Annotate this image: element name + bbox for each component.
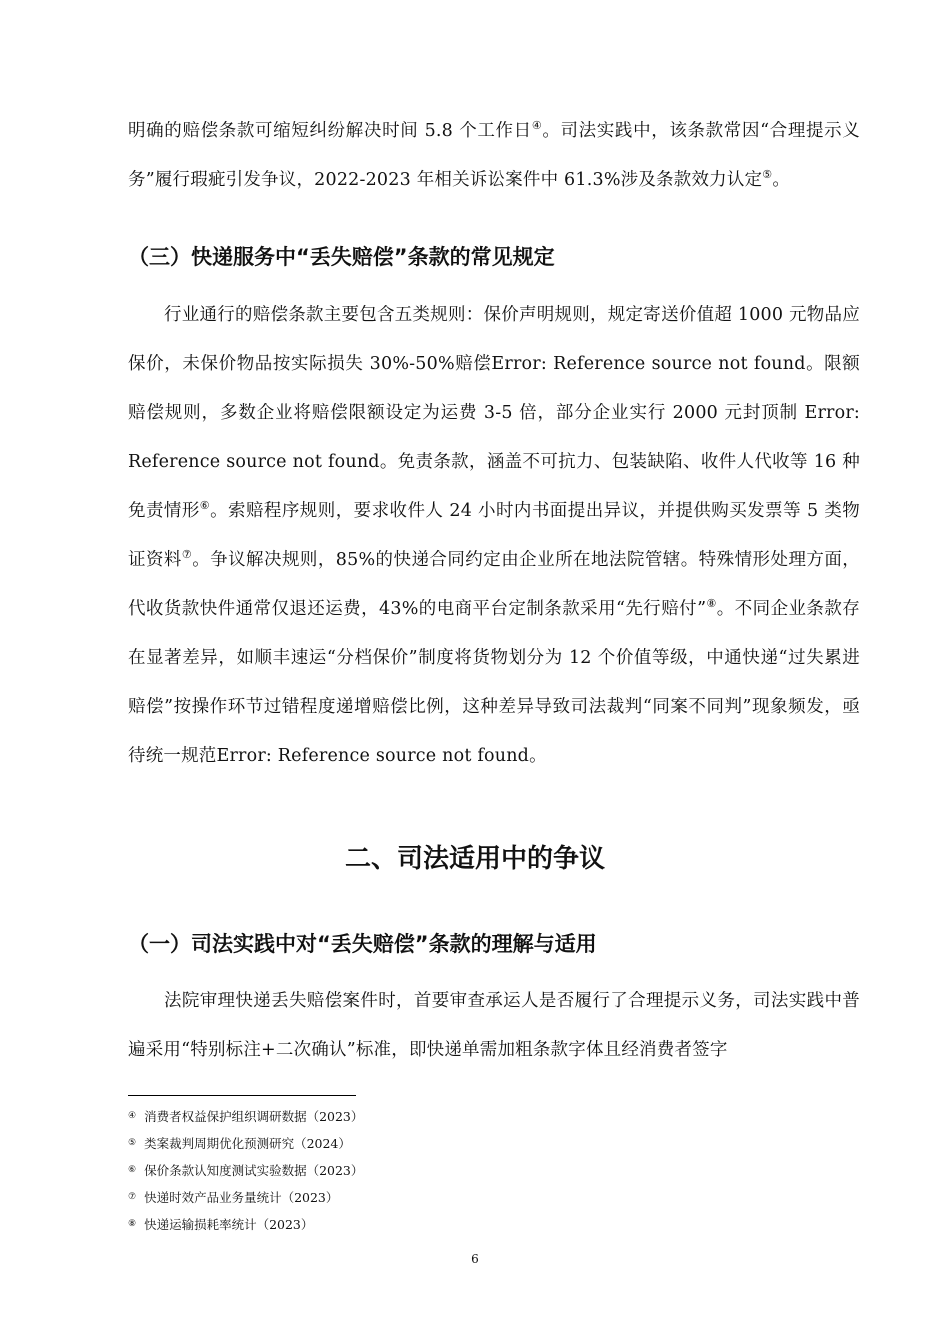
page-number: 6 [471, 1252, 479, 1266]
footnote-text: 快递时效产品业务量统计（2023） [144, 1190, 339, 1205]
footnote-item [128, 1157, 860, 1184]
footnote-text: 类案裁判周期优化预测研究（2024） [144, 1136, 351, 1151]
footnote-mark: ⑥ [128, 1165, 137, 1175]
footnote-ref[interactable]: ⑤ [762, 168, 773, 181]
footnote-divider [128, 1095, 356, 1096]
footnote-ref[interactable]: ④ [531, 119, 543, 132]
footnote-ref[interactable]: ⑥ [199, 499, 211, 512]
footnote-ref[interactable]: ⑧ [706, 597, 717, 610]
footnotes [128, 1103, 860, 1238]
footnote-mark: ④ [128, 1111, 137, 1121]
text-run: 。 [772, 170, 791, 190]
text-run: 。不同企业条款存在显著差异，如顺丰速运“分档保价”制度将货物划分为 12 个价值等级，中通快递“过失累进赔偿”按操作环节过错程度递增赔偿比例，这种差异导致司法裁判“同案不同判”现象频发，亟待统一规范Error: Reference source not found。 [128, 599, 860, 766]
footnote-item [128, 1184, 860, 1211]
footnote-item [128, 1103, 860, 1130]
text-run: 。索赔程序规则，要求收件人 24 小时内书面提出异议，并提供购买发票等 5 类物证资料 [128, 501, 860, 570]
paragraph-top [128, 107, 860, 205]
text-run: 。争议解决规则，85%的快递合同约定由企业所在地法院管辖。特殊情形处理方面，代收货款快件通常仅退还运费，43%的电商平台定制条款采用“先行赔付” [128, 550, 861, 619]
footnote-mark: ⑦ [128, 1192, 137, 1202]
paragraph-court: 法院审理快递丢失赔偿案件时，首要审查承运人是否履行了合理提示义务，司法实践中普遍采用“特别标注+二次确认”标准，即快递单需加粗条款字体且经消费者签字 [128, 991, 860, 1060]
footnote-ref[interactable]: ⑦ [181, 548, 193, 561]
footnote-text: 保价条款认知度测试实验数据（2023） [144, 1163, 364, 1178]
section-heading: （一）司法实践中对“丢失赔偿”条款的理解与适用 [128, 932, 597, 956]
footnote-mark: ⑧ [128, 1219, 137, 1229]
text-run: 行业通行的赔偿条款主要包含五类规则：保价声明规则，规定寄送价值超 1000 元物品应保价，未保价物品按实际损失 30%-50%赔偿Error: Reference source not found。限额赔偿规则，多数企业将赔偿限额设定为运费 3-5 倍，部分企业实行 2000 元封顶制 Error: Reference source not found。免责条款，涵盖不可抗力、包装缺陷、收件人代收等 16 种免责情形 [128, 305, 860, 521]
text-run: 。司法实践中，该条款常因“合理提示义务”履行瑕疵引发争议，2022-2023 年相关诉讼案件中 61.3%涉及条款效力认定 [128, 121, 860, 190]
section-heading: （三）快递服务中“丢失赔偿”条款的常见规定 [128, 245, 555, 269]
paragraph-rules [128, 291, 860, 781]
footnote-item [128, 1211, 860, 1238]
chapter-heading: 二、司法适用中的争议 [344, 844, 605, 874]
footnote-text: 快递运输损耗率统计（2023） [144, 1217, 314, 1232]
footnote-mark: ⑤ [128, 1138, 137, 1148]
footnote-text: 消费者权益保护组织调研数据（2023） [144, 1109, 364, 1124]
text-run: 明确的赔偿条款可缩短纠纷解决时间 5.8 个工作日 [128, 121, 532, 141]
footnote-item [128, 1130, 860, 1157]
